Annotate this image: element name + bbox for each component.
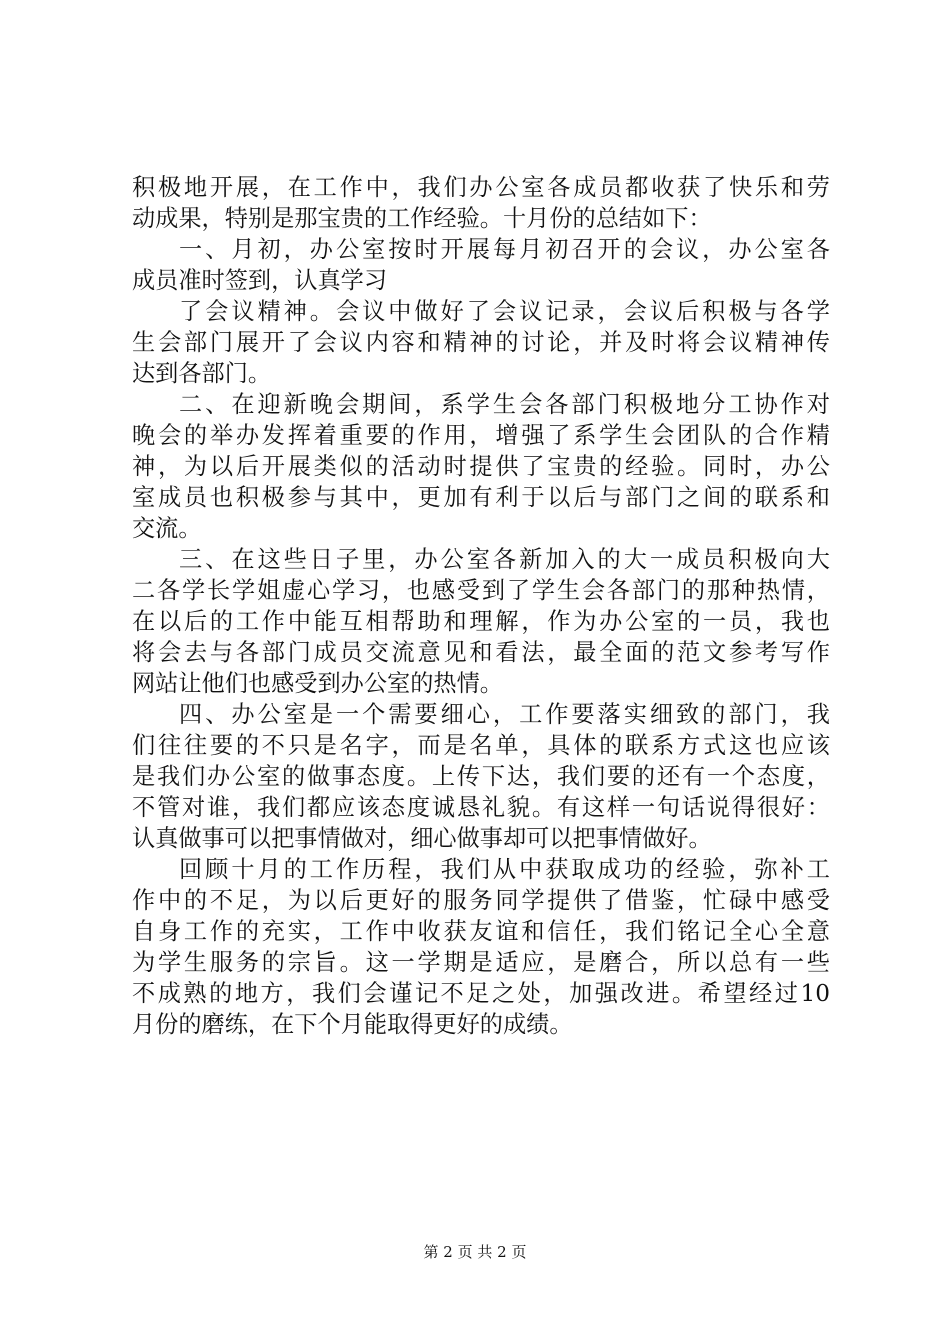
text-line: 晚会的举办发挥着重要的作用，增强了系学生会团队的合作精 (132, 422, 830, 449)
text-line: 二各学长学姐虚心学习，也感受到了学生会各部门的那种热情， (132, 577, 830, 604)
text-line: 神，为以后开展类似的活动时提供了宝贵的经验。同时，办公 (132, 453, 830, 480)
page-number: 第 2 页 共 2 页 (423, 1243, 527, 1261)
text-line: 回顾十月的工作历程，我们从中获取成功的经验，弥补工 (179, 856, 830, 883)
text-line: 积极地开展，在工作中，我们办公室各成员都收获了快乐和劳 (132, 174, 830, 201)
text-line: 不成熟的地方，我们会谨记不足之处，加强改进。希望经过10 (132, 980, 830, 1007)
body-text (132, 172, 830, 1040)
text-line: 认真做事可以把事情做对，细心做事却可以把事情做好。 (132, 825, 712, 852)
text-line: 在以后的工作中能互相帮助和理解，作为办公室的一员，我也 (132, 608, 830, 635)
text-line: 二、在迎新晚会期间，系学生会各部门积极地分工协作对 (179, 391, 830, 418)
text-line: 不管对谁，我们都应该态度诚恳礼貌。有这样一句话说得很好： (132, 794, 830, 821)
text-line: 为学生服务的宗旨。这一学期是适应，是磨合，所以总有一些 (132, 949, 830, 976)
page-footer (0, 1242, 950, 1262)
text-line: 作中的不足，为以后更好的服务同学提供了借鉴，忙碌中感受 (132, 887, 830, 914)
text-line: 四、办公室是一个需要细心，工作要落实细致的部门，我 (179, 701, 830, 728)
text-line: 自身工作的充实，工作中收获友谊和信任，我们铭记全心全意 (132, 918, 830, 945)
text-line: 室成员也积极参与其中，更加有利于以后与部门之间的联系和 (132, 484, 830, 511)
text-line: 交流。 (132, 515, 202, 542)
text-line: 们往往要的不只是名字，而是名单，具体的联系方式这也应该 (132, 732, 830, 759)
text-line: 网站让他们也感受到办公室的热情。 (132, 670, 503, 697)
text-line: 将会去与各部门成员交流意见和看法，最全面的范文参考写作 (132, 639, 830, 666)
text-line: 成员准时签到，认真学习 (132, 267, 388, 294)
text-line: 一、月初，办公室按时开展每月初召开的会议，办公室各 (179, 236, 830, 263)
text-line: 是我们办公室的做事态度。上传下达，我们要的还有一个态度， (132, 763, 830, 790)
text-line: 月份的磨练，在下个月能取得更好的成绩。 (132, 1011, 573, 1038)
text-line: 三、在这些日子里，办公室各新加入的大一成员积极向大 (179, 546, 830, 573)
text-line: 达到各部门。 (132, 360, 272, 387)
text-line: 了会议精神。会议中做好了会议记录，会议后积极与各学 (179, 298, 830, 325)
text-line: 生会部门展开了会议内容和精神的讨论，并及时将会议精神传 (132, 329, 830, 356)
text-line: 动成果，特别是那宝贵的工作经验。十月份的总结如下： (132, 205, 712, 232)
